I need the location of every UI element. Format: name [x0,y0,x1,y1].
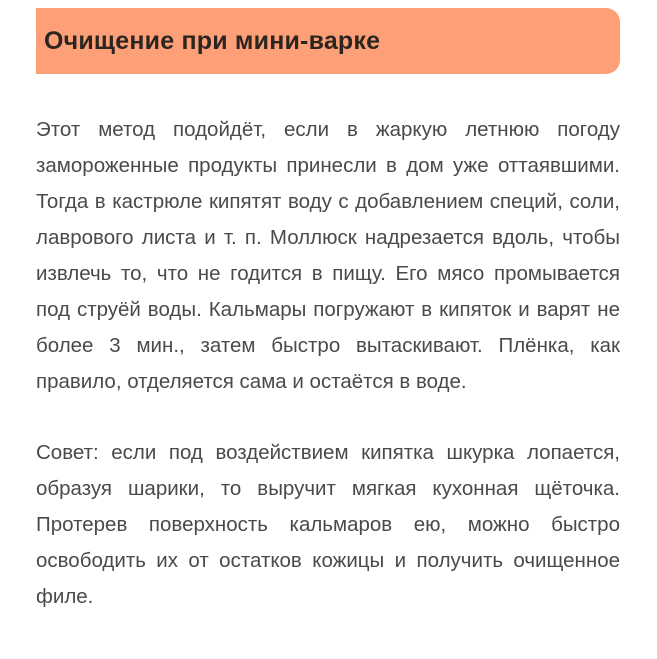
section-heading-box [36,8,620,74]
article-body [36,112,620,615]
paragraph-tip: Совет: если под воздействием кипятка шкурка лопается, образуя шарики, то выручит мягкая кухонная щёточка. Протерев поверхность кальмаров ею, можно быстро освободить их от остатков кожицы и получить очищенное филе. [36,441,620,608]
paragraph-method: Этот метод подойдёт, если в жаркую летнюю погоду замороженные продукты принесли в дом уже оттаявшими. Тогда в кастрюле кипятят воду с добавлением специй, соли, лаврового листа и т. п. Моллюск надрезается вдоль, чтобы извлечь то, что не годится в пищу. Его мясо промывается под струёй воды. Кальмары погружают в кипяток и варят не более 3 мин., затем быстро вытаскивают. Плёнка, как правило, отделяется сама и остаётся в воде. [36,118,620,393]
section-heading: Очищение при мини-варке [44,26,381,55]
